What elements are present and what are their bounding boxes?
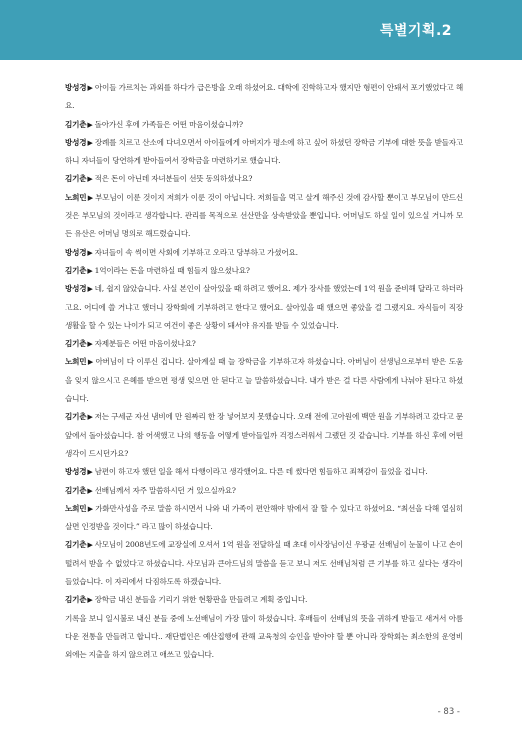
speaker-name: 김기춘 [65,119,87,129]
dialogue-paragraph [65,591,463,609]
triangle-right-icon: ▶ [87,468,93,477]
dialogue-paragraph [65,79,463,116]
dialogue-text: 1억이라는 돈을 마련하실 때 힘들지 않으셨나요? [94,265,250,275]
dialogue-paragraph [65,463,463,481]
speaker-name: 노희민 [65,503,87,513]
triangle-right-icon: ▶ [87,84,93,92]
speaker-name: 김기춘 [65,265,87,275]
speaker-name: 김기춘 [65,339,87,349]
header-bar [0,0,522,60]
dialogue-text: 자제분들은 어떤 마음이셨나요? [94,339,196,349]
speaker-name: 김기춘 [65,485,87,495]
page-number: - 83 - [437,707,460,717]
dialogue-text: 돌아가신 후에 가족들은 어떤 마음이셨습니까? [94,119,243,129]
dialogue-text: 선배님께서 자주 말씀하시던 거 있으실까요? [94,485,236,495]
speaker-name: 방성경 [65,467,87,477]
dialogue-text: 장례를 치르고 산소에 다녀오면서 아이들에게 아버지가 평소에 하고 싶어 하셨던 장학금 기부에 대한 뜻을 받들자고 하니 자녀들이 당연하게 받아들여서 장학금을 마련하기로 했습니다. [65,137,463,166]
speaker-name: 김기춘 [65,595,87,605]
triangle-right-icon: ▶ [87,541,93,550]
speaker-name: 노희민 [65,357,87,367]
triangle-right-icon: ▶ [87,138,93,147]
continuation-paragraph [65,610,463,665]
speaker-name: 방성경 [65,137,87,147]
dialogue-paragraph [65,536,463,591]
speaker-name: 김기춘 [65,540,87,550]
section-title: 특별기획.2 [379,23,452,39]
dialogue-text: 저는 구세군 자선 냄비에 만 원짜리 한 장 넣어보지 못했습니다. 오래 전에 고아원에 백만 원을 기부하려고 갔다고 문 앞에서 돌아섰습니다. 참 어색했고 나의 행동을 어떻게 받아들일까 걱정스러워서 그랬던 것 같습니다. 기부를 하신 후에 어떤 생각이 드시던가요? [65,412,463,458]
dialogue-paragraph [65,482,463,500]
dialogue-text: 가화만사성을 주로 말씀 하시면서 나와 내 가족이 편안해야 밖에서 잘 할 수 있다고 하셨어요. “최선을 다해 열심히 살면 인정받을 것이다.” 라고 많이 하셨습니다. [65,503,463,532]
triangle-right-icon: ▶ [87,486,93,495]
interview-body [65,79,463,665]
dialogue-text: 아이들 가르치는 과외를 하다가 급은방을 오래 하셨어요. 대학에 진학하고자 했지만 형편이 안돼서 포기했었다고 해요. [65,83,463,111]
speaker-name: 노희민 [65,192,87,202]
dialogue-paragraph [65,262,463,280]
speaker-name: 방성경 [65,83,87,92]
triangle-right-icon: ▶ [87,596,93,605]
dialogue-paragraph [65,500,463,537]
dialogue-paragraph [65,244,463,262]
dialogue-text: 기록을 보니 일시불로 내신 분들 중에 노선배님이 가장 많이 하셨습니다. 후배들이 선배님의 뜻을 귀하게 받들고 새겨서 아름다운 전통을 만들려고 합니다.. 재단법인은 예산집행에 관해 교육청의 승인을 받아야 할 뿐 아니라 장학회는 최소한의 운영비 외에는 지출을 하지 않으려고 애쓰고 있습니다. [65,613,463,660]
triangle-right-icon: ▶ [87,504,94,513]
triangle-right-icon: ▶ [87,175,93,184]
dialogue-text: 장학금 내신 분들을 기리기 위한 현황판을 만들려고 계획 중입니다. [94,595,308,605]
dialogue-paragraph [65,170,463,188]
speaker-name: 방성경 [65,284,87,294]
triangle-right-icon: ▶ [87,193,94,202]
dialogue-paragraph [65,280,463,335]
triangle-right-icon: ▶ [87,266,93,275]
dialogue-paragraph [65,134,463,171]
dialogue-text: 적은 돈이 아닌데 자녀분들이 선뜻 동의하셨나요? [94,174,253,184]
dialogue-text: 부모님이 이룬 것이지 저희가 이룬 것이 아닙니다. 저희들을 먹고 살게 해주신 것에 감사할 뿐이고 부모님이 만드신 것은 부모님의 것이라고 생각합니다. 관리를 목적으로 선산만을 상속받았을 뿐입니다. 어머님도 하실 일이 있으실 거니까 모든 유산은 어머님 명의로 해드렸습니다. [65,192,464,239]
speaker-name: 김기춘 [65,174,87,184]
dialogue-paragraph [65,116,463,134]
triangle-right-icon: ▶ [87,248,93,257]
dialogue-paragraph [65,353,463,408]
triangle-right-icon: ▶ [87,413,93,422]
dialogue-text: 사모님이 2008년도에 교장실에 오셔서 1억 원을 전달하실 때 초대 이사장님이신 우광균 선배님이 눈물이 나고 손이 떨려서 받을 수 없었다고 하셨습니다. 사모님과 큰아드님의 말씀을 듣고 보니 저도 선배님처럼 큰 기부를 하고 싶다는 생각이 들었습니다. 이 자리에서 다짐하도록 하겠습니다. [65,540,463,587]
triangle-right-icon: ▶ [87,120,93,129]
speaker-name: 방성경 [65,247,87,257]
dialogue-paragraph [65,189,463,244]
triangle-right-icon: ▶ [87,340,93,349]
triangle-right-icon: ▶ [87,285,93,294]
dialogue-text: 자녀들이 속 썩이면 사회에 기부하고 오라고 당부하고 가셨어요. [94,247,298,257]
triangle-right-icon: ▶ [87,358,94,367]
dialogue-text: 남편이 하고자 했던 일을 해서 다행이라고 생각했어요. 다른 데 썼다면 힘들하고 죄책감이 들었을 겁니다. [94,467,428,477]
dialogue-text: 아버님이 다 이루신 겁니다. 살아계실 때 늘 장학금을 기부하고자 하셨습니다. 아버님이 선생님으로부터 받은 도움을 잊지 않으시고 은혜를 받으면 평생 잊으면 안 된다고 늘 말씀하셨습니다. 내가 받은 걸 다른 사람에게 나눠야 된다고 하셨습니다. [65,357,463,404]
speaker-name: 김기춘 [65,412,87,422]
dialogue-text: 네, 쉽지 않았습니다. 사실 본인이 살아있을 때 하려고 했어요. 제가 장사를 했었는데 1억 원을 준비해 달라고 하더라고요. 어디에 쓸 거냐고 했더니 장학회에 기부하려고 한다고 했어요. 살아있을 때 했으면 좋았을 걸 그랬지요. 자식들이 직장 생활을 할 수 있는 나이가 되고 여건이 좋은 상황이 돼서야 유지를 받들 수 있었습니다. [65,284,463,330]
dialogue-paragraph [65,408,463,463]
dialogue-paragraph [65,335,463,353]
